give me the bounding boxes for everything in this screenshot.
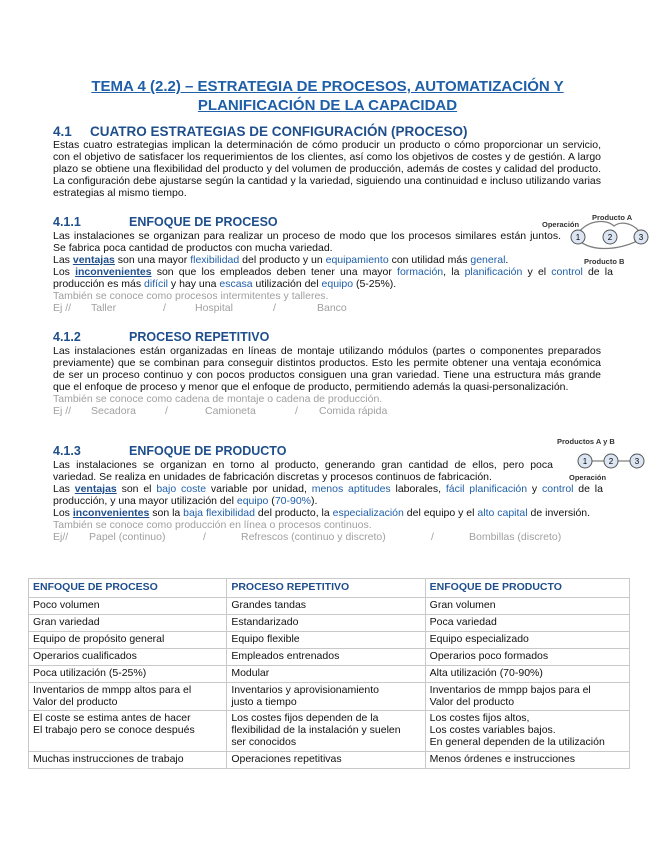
table-cell (227, 597, 425, 614)
table-cell-line: Inventarios de mmpp altos para el (33, 683, 192, 696)
table-cell-line: Muchas instrucciones de trabajo (33, 752, 184, 765)
table-cell (29, 682, 227, 711)
document-title (40, 77, 615, 115)
table-cell-line: En general dependen de la utilización (429, 735, 605, 748)
line-circle-label-1: 1 (582, 457, 588, 466)
s3-examples: Ej// Papel (continuo) / Refrescos (continuo y discreto) / Bombillas (discreto) (53, 530, 562, 543)
table-row (29, 751, 630, 768)
keyword-ventajas: ventajas (72, 254, 115, 266)
table-body (29, 597, 630, 768)
table-cell (29, 711, 227, 751)
table-cell-line: El trabajo pero se conoce después (33, 724, 195, 737)
table-cell-line: Equipo flexible (231, 632, 300, 645)
table-cell-line: Modular (231, 666, 270, 679)
table-cell-line: Operarios poco formados (429, 649, 549, 662)
line-circle-label-3: 3 (634, 457, 640, 466)
table-cell-line: Menos órdenes e instrucciones (429, 752, 575, 765)
section-number: 4.1 (53, 124, 72, 139)
s1-advantages: Las ventajas son una mayor flexibilidad del producto y un equipamiento con utilidad más general. (53, 254, 509, 266)
line-circle-label-2: 2 (608, 457, 614, 466)
table-cell-line: Operarios cualificados (33, 649, 137, 662)
table-cell-line: Empleados entrenados (231, 649, 340, 662)
subsection-heading-1 (53, 215, 278, 229)
process-focus-diagram (540, 212, 652, 270)
table-cell (29, 631, 227, 648)
section-heading (53, 124, 468, 139)
subsection-body-2 (53, 346, 601, 417)
intro-paragraph: Estas cuatro estrategias implican la determinación de cómo producir un producto o cómo proporcionar un servicio, con el objetivo de satisfacer los requerimientos de los clientes, así como los objetivos de costes y de gestión. A largo plazo se obtiene una flexibilidad del producto y del volumen de producción, además de costes y calidad del producto. La configuración debe ajustarse según la cantidad y la variedad, siguiendo una continuidad e incluso utilizando varias estrategias al mismo tiempo. (53, 139, 601, 199)
table-header-row (29, 579, 630, 598)
table-header-process: ENFOQUE DE PROCESO (29, 579, 227, 598)
table-cell (425, 648, 629, 665)
table-cell-line: justo a tiempo (231, 695, 297, 708)
circle-label-2: 2 (607, 233, 613, 242)
table-cell-line: Inventarios y aprovisionamiento (231, 683, 379, 696)
table-cell-line: Estandarizado (231, 615, 299, 628)
table-cell-line: Operaciones repetitivas (231, 752, 342, 765)
subsection-title-1: ENFOQUE DE PROCESO (129, 215, 278, 229)
table-cell-line: Los costes fijos dependen de la (231, 712, 379, 725)
table-cell (425, 751, 629, 768)
s3-advantages: Las ventajas son el bajo coste variable por unidad, menos aptitudes laborales, fácil planificación y control de la producción, y una mayor utilización del equipo (70-90%). (53, 483, 603, 507)
table-row (29, 631, 630, 648)
s1-disadvantages: Los inconvenientes son que los empleados deben tener una mayor formación, la planificación y el control de la producción es más difícil y hay una escasa utilización del equipo (5-25%). (53, 265, 613, 290)
s1-examples: Ej // Taller / Hospital / Banco (53, 301, 347, 314)
product-focus-diagram-svg (555, 434, 651, 484)
product-a-label: Producto A (592, 213, 633, 222)
s3-description: Las instalaciones se organizan en torno al producto, generando gran cantidad de ellos, pero poca variedad. Se realiza en unidades de fabricación discretas y procesos continuos de fabricación. (53, 459, 553, 483)
s3-disadvantages: Los inconvenientes son la baja flexibilidad del producto, la especialización del equipo y el alto capital de inversión. (53, 506, 591, 519)
s1-aka: También se conoce como procesos intermitentes y talleres. (53, 289, 329, 302)
table-cell-line: Los costes variables bajos. (429, 724, 556, 737)
table-row (29, 665, 630, 682)
table-cell (425, 614, 629, 631)
table-cell (425, 665, 629, 682)
s2-examples: Ej // Secadora / Camioneta / Comida rápida (53, 404, 388, 417)
table-row (29, 648, 630, 665)
keyword-inconvenientes-2: inconvenientes (72, 506, 150, 519)
subsection-body-1 (53, 231, 561, 255)
s2-aka: También se conoce como cadena de montaje o cadena de producción. (53, 392, 383, 405)
s1-description: Las instalaciones se organizan para realizar un proceso de modo que los procesos similares están juntos. Se fabrica poca cantidad de productos con mucha variedad. (53, 230, 561, 254)
table-cell-line: ser conocidos (231, 735, 297, 748)
subsection-number-2: 4.1.2 (53, 330, 81, 344)
table-cell (425, 597, 629, 614)
table-cell-line: Poco volumen (33, 598, 100, 611)
table-cell-line: Gran volumen (429, 598, 496, 611)
table-row (29, 597, 630, 614)
table-row (29, 614, 630, 631)
table-cell-line: Inventarios de mmpp bajos para el (429, 683, 591, 696)
title-line-1: TEMA 4 (2.2) – ESTRATEGIA DE PROCESOS, AUTOMATIZACIÓN Y (91, 78, 564, 95)
table-cell-line: Los costes fijos altos, (429, 712, 530, 725)
subsection-heading-3 (53, 444, 286, 458)
keyword-ventajas-2: ventajas (74, 483, 117, 495)
table-row (29, 711, 630, 751)
subsection-title-3: ENFOQUE DE PRODUCTO (129, 444, 287, 458)
table-row (29, 682, 630, 711)
table-cell (227, 665, 425, 682)
table-cell (29, 597, 227, 614)
table-cell (29, 665, 227, 682)
table-cell-line: Poca variedad (429, 615, 497, 628)
products-ab-label: Productos A y B (557, 437, 615, 446)
table-cell-line: Poca utilización (5-25%) (33, 666, 147, 679)
table-cell (29, 614, 227, 631)
table-cell (29, 751, 227, 768)
process-focus-diagram-svg (540, 212, 652, 270)
table-cell-line: Valor del producto (33, 695, 118, 708)
table-cell (425, 682, 629, 711)
table-cell-line: Equipo especializado (429, 632, 529, 645)
table-cell (227, 648, 425, 665)
circle-label-3: 3 (638, 233, 644, 242)
subsection-body-3b (53, 484, 603, 544)
table-cell (227, 631, 425, 648)
table-header-repetitive: PROCESO REPETITIVO (227, 579, 425, 598)
comparison-table (28, 578, 630, 769)
keyword-inconvenientes: inconvenientes (75, 265, 152, 278)
product-b-label: Producto B (584, 257, 625, 266)
operation-label-2: Operación (569, 473, 607, 482)
table-cell (227, 682, 425, 711)
s3-aka: También se conoce como producción en línea o procesos continuos. (53, 518, 372, 531)
subsection-title-2: PROCESO REPETITIVO (129, 330, 270, 344)
table-cell (425, 631, 629, 648)
table-cell (227, 711, 425, 751)
table-cell-line: Grandes tandas (231, 598, 307, 611)
subsection-heading-2 (53, 330, 269, 344)
title-line-2: PLANIFICACIÓN DE LA CAPACIDAD (197, 97, 458, 114)
subsection-body-1b (53, 255, 613, 315)
s2-description: Las instalaciones están organizadas en líneas de montaje utilizando módulos (partes o componentes preparados previamente) que se combinan para conseguir distintos productos. Esto les permite obtener una ventaja económica de ser un proceso continuo y con pocos productos consiguen una gran variedad. Tiene una estructura más grande que el enfoque de proceso y menor que el enfoque de producto, permitiendo además la quasi-personalización. (53, 345, 601, 393)
table-header-product: ENFOQUE DE PRODUCTO (425, 579, 629, 598)
table-cell-line: Alta utilización (70-90%) (429, 666, 543, 679)
subsection-number-3: 4.1.3 (53, 444, 81, 458)
product-focus-diagram (555, 434, 651, 484)
table-cell-line: Equipo de propósito general (33, 632, 165, 645)
subsection-body-3 (53, 460, 553, 484)
section-intro (53, 140, 601, 200)
operation-label: Operación (542, 220, 580, 229)
section-title: CUATRO ESTRATEGIAS DE CONFIGURACIÓN (PROCESO) (90, 124, 468, 139)
table-cell-line: flexibilidad de la instalación y suelen (231, 724, 401, 737)
table-cell (29, 648, 227, 665)
table-cell-line: Valor del producto (429, 695, 515, 708)
subsection-number-1: 4.1.1 (53, 215, 81, 229)
table-cell (227, 751, 425, 768)
table-cell (227, 614, 425, 631)
table-cell-line: El coste se estima antes de hacer (33, 712, 191, 725)
circle-label-1: 1 (575, 233, 581, 242)
table-cell-line: Gran variedad (33, 615, 100, 628)
table-cell (425, 711, 629, 751)
